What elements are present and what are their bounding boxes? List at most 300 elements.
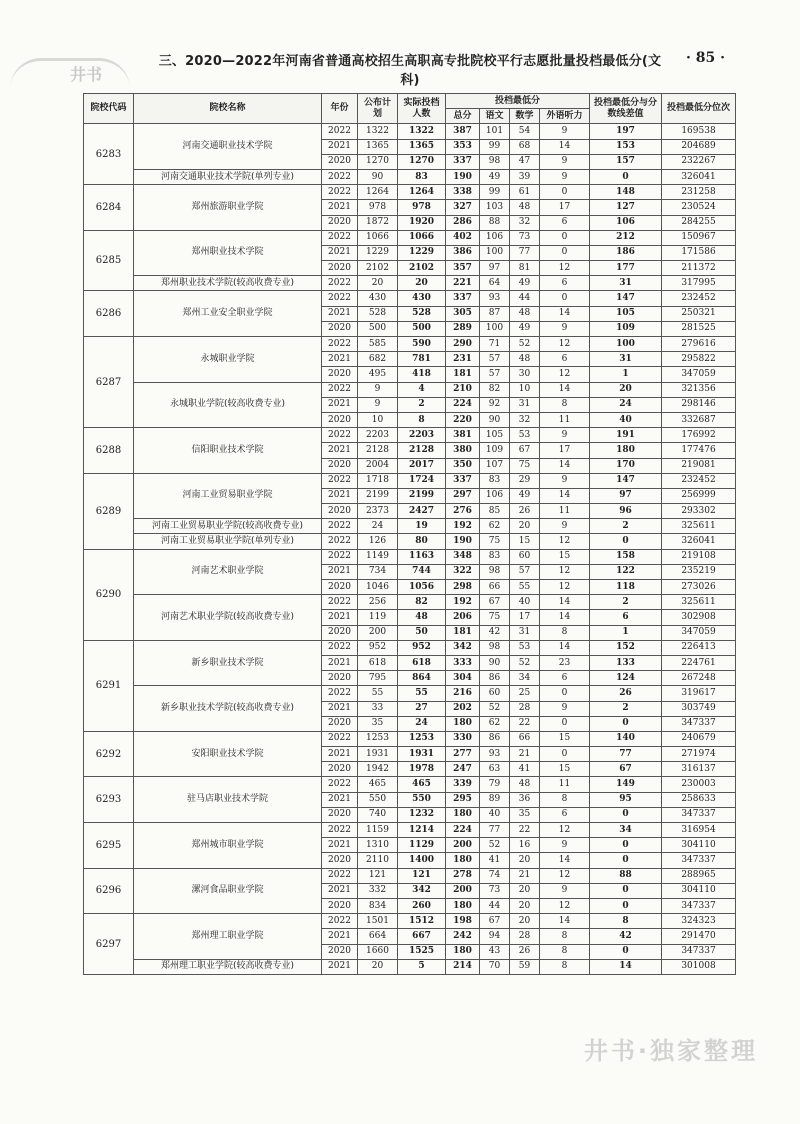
plan-cell: 9 xyxy=(358,382,398,397)
year-cell: 2022 xyxy=(322,686,358,701)
school-code-cell: 6289 xyxy=(84,473,134,549)
total-cell: 339 xyxy=(446,777,480,792)
diff-cell: 97 xyxy=(590,488,662,503)
rank-cell: 347337 xyxy=(662,944,736,959)
math-cell: 81 xyxy=(510,261,540,276)
total-cell: 295 xyxy=(446,792,480,807)
actual-cell: 1724 xyxy=(398,473,446,488)
year-cell: 2022 xyxy=(322,823,358,838)
math-cell: 59 xyxy=(510,959,540,974)
plan-cell: 20 xyxy=(358,959,398,974)
table-row xyxy=(84,337,736,352)
total-cell: 342 xyxy=(446,640,480,655)
rank-cell: 211372 xyxy=(662,261,736,276)
rank-cell: 230003 xyxy=(662,777,736,792)
total-cell: 289 xyxy=(446,321,480,336)
total-cell: 214 xyxy=(446,959,480,974)
year-cell: 2022 xyxy=(322,428,358,443)
total-cell: 180 xyxy=(446,716,480,731)
listening-cell: 12 xyxy=(540,868,590,883)
total-cell: 242 xyxy=(446,929,480,944)
total-cell: 190 xyxy=(446,169,480,184)
actual-cell: 82 xyxy=(398,595,446,610)
listening-cell: 14 xyxy=(540,914,590,929)
chinese-cell: 73 xyxy=(480,883,510,898)
rank-cell: 325611 xyxy=(662,595,736,610)
rank-cell: 231258 xyxy=(662,185,736,200)
table-row xyxy=(84,731,736,746)
total-cell: 231 xyxy=(446,352,480,367)
math-cell: 17 xyxy=(510,610,540,625)
school-code-cell: 6295 xyxy=(84,823,134,869)
rank-cell: 347337 xyxy=(662,853,736,868)
actual-cell: 1270 xyxy=(398,154,446,169)
diff-cell: 147 xyxy=(590,291,662,306)
school-name-cell: 郑州城市职业学院 xyxy=(134,823,322,869)
total-cell: 200 xyxy=(446,883,480,898)
total-cell: 224 xyxy=(446,823,480,838)
actual-cell: 55 xyxy=(398,686,446,701)
year-cell: 2021 xyxy=(322,397,358,412)
actual-cell: 80 xyxy=(398,534,446,549)
table-row xyxy=(84,428,736,443)
year-cell: 2021 xyxy=(322,701,358,716)
header-chinese: 语文 xyxy=(480,109,510,124)
plan-cell: 585 xyxy=(358,337,398,352)
admission-score-table xyxy=(83,93,736,975)
actual-cell: 2199 xyxy=(398,488,446,503)
year-cell: 2022 xyxy=(322,185,358,200)
math-cell: 22 xyxy=(510,716,540,731)
total-cell: 181 xyxy=(446,625,480,640)
math-cell: 36 xyxy=(510,792,540,807)
rank-cell: 224761 xyxy=(662,655,736,670)
rank-cell: 273026 xyxy=(662,580,736,595)
table-row xyxy=(84,686,736,701)
rank-cell: 267248 xyxy=(662,671,736,686)
math-cell: 40 xyxy=(510,595,540,610)
chinese-cell: 67 xyxy=(480,595,510,610)
total-cell: 278 xyxy=(446,868,480,883)
chinese-cell: 63 xyxy=(480,762,510,777)
plan-cell: 795 xyxy=(358,671,398,686)
diff-cell: 122 xyxy=(590,564,662,579)
math-cell: 68 xyxy=(510,139,540,154)
math-cell: 26 xyxy=(510,944,540,959)
plan-cell: 2110 xyxy=(358,853,398,868)
total-cell: 304 xyxy=(446,671,480,686)
plan-cell: 734 xyxy=(358,564,398,579)
table-row xyxy=(84,519,736,534)
listening-cell: 9 xyxy=(540,428,590,443)
table-row xyxy=(84,914,736,929)
year-cell: 2022 xyxy=(322,777,358,792)
total-cell: 380 xyxy=(446,443,480,458)
rank-cell: 326041 xyxy=(662,534,736,549)
total-cell: 330 xyxy=(446,731,480,746)
plan-cell: 10 xyxy=(358,412,398,427)
listening-cell: 14 xyxy=(540,139,590,154)
table-row xyxy=(84,230,736,245)
actual-cell: 50 xyxy=(398,625,446,640)
year-cell: 2021 xyxy=(322,306,358,321)
chinese-cell: 93 xyxy=(480,291,510,306)
total-cell: 180 xyxy=(446,944,480,959)
plan-cell: 1322 xyxy=(358,124,398,139)
actual-cell: 1066 xyxy=(398,230,446,245)
listening-cell: 8 xyxy=(540,929,590,944)
plan-cell: 2373 xyxy=(358,504,398,519)
actual-cell: 978 xyxy=(398,200,446,215)
rank-cell: 232452 xyxy=(662,473,736,488)
math-cell: 75 xyxy=(510,458,540,473)
diff-cell: 105 xyxy=(590,306,662,321)
diff-cell: 24 xyxy=(590,397,662,412)
school-code-cell: 6296 xyxy=(84,868,134,914)
year-cell: 2020 xyxy=(322,762,358,777)
rank-cell: 177476 xyxy=(662,443,736,458)
header-year: 年份 xyxy=(322,94,358,124)
listening-cell: 14 xyxy=(540,488,590,503)
chinese-cell: 90 xyxy=(480,412,510,427)
chinese-cell: 82 xyxy=(480,382,510,397)
total-cell: 353 xyxy=(446,139,480,154)
rank-cell: 258633 xyxy=(662,792,736,807)
chinese-cell: 100 xyxy=(480,321,510,336)
math-cell: 22 xyxy=(510,823,540,838)
rank-cell: 235219 xyxy=(662,564,736,579)
year-cell: 2021 xyxy=(322,564,358,579)
listening-cell: 12 xyxy=(540,367,590,382)
diff-cell: 152 xyxy=(590,640,662,655)
total-cell: 224 xyxy=(446,397,480,412)
year-cell: 2022 xyxy=(322,549,358,564)
total-cell: 337 xyxy=(446,473,480,488)
actual-cell: 1253 xyxy=(398,731,446,746)
total-cell: 338 xyxy=(446,185,480,200)
math-cell: 10 xyxy=(510,382,540,397)
year-cell: 2020 xyxy=(322,321,358,336)
chinese-cell: 74 xyxy=(480,868,510,883)
chinese-cell: 100 xyxy=(480,245,510,260)
diff-cell: 2 xyxy=(590,701,662,716)
diff-cell: 157 xyxy=(590,154,662,169)
listening-cell: 14 xyxy=(540,610,590,625)
plan-cell: 332 xyxy=(358,883,398,898)
math-cell: 67 xyxy=(510,443,540,458)
diff-cell: 124 xyxy=(590,671,662,686)
total-cell: 290 xyxy=(446,337,480,352)
plan-cell: 1365 xyxy=(358,139,398,154)
actual-cell: 2102 xyxy=(398,261,446,276)
listening-cell: 6 xyxy=(540,807,590,822)
math-cell: 20 xyxy=(510,883,540,898)
plan-cell: 256 xyxy=(358,595,398,610)
chinese-cell: 49 xyxy=(480,169,510,184)
plan-cell: 495 xyxy=(358,367,398,382)
chinese-cell: 89 xyxy=(480,792,510,807)
math-cell: 53 xyxy=(510,640,540,655)
rank-cell: 321356 xyxy=(662,382,736,397)
diff-cell: 14 xyxy=(590,959,662,974)
math-cell: 28 xyxy=(510,929,540,944)
diff-cell: 133 xyxy=(590,655,662,670)
school-code-cell: 6287 xyxy=(84,337,134,428)
table-row xyxy=(84,823,736,838)
year-cell: 2022 xyxy=(322,914,358,929)
plan-cell: 664 xyxy=(358,929,398,944)
actual-cell: 1525 xyxy=(398,944,446,959)
plan-cell: 740 xyxy=(358,807,398,822)
plan-cell: 35 xyxy=(358,716,398,731)
school-name-cell: 河南艺术职业学院 xyxy=(134,549,322,595)
school-name-cell: 新乡职业技术学院(较高收费专业) xyxy=(134,686,322,732)
diff-cell: 212 xyxy=(590,230,662,245)
diff-cell: 149 xyxy=(590,777,662,792)
plan-cell: 834 xyxy=(358,898,398,913)
year-cell: 2021 xyxy=(322,883,358,898)
plan-cell: 1660 xyxy=(358,944,398,959)
watermark-logo: 井书 xyxy=(70,65,103,84)
listening-cell: 6 xyxy=(540,215,590,230)
diff-cell: 127 xyxy=(590,200,662,215)
actual-cell: 1322 xyxy=(398,124,446,139)
total-cell: 220 xyxy=(446,412,480,427)
listening-cell: 12 xyxy=(540,898,590,913)
school-name-cell: 河南工业贸易职业学院(单列专业) xyxy=(134,534,322,549)
total-cell: 357 xyxy=(446,261,480,276)
math-cell: 21 xyxy=(510,747,540,762)
math-cell: 25 xyxy=(510,686,540,701)
school-name-cell: 河南交通职业技术学院 xyxy=(134,124,322,170)
diff-cell: 148 xyxy=(590,185,662,200)
math-cell: 20 xyxy=(510,898,540,913)
rank-cell: 279616 xyxy=(662,337,736,352)
year-cell: 2020 xyxy=(322,580,358,595)
listening-cell: 15 xyxy=(540,762,590,777)
school-name-cell: 郑州旅游职业学院 xyxy=(134,185,322,231)
header-total: 总分 xyxy=(446,109,480,124)
actual-cell: 1920 xyxy=(398,215,446,230)
listening-cell: 11 xyxy=(540,504,590,519)
year-cell: 2020 xyxy=(322,367,358,382)
total-cell: 206 xyxy=(446,610,480,625)
diff-cell: 100 xyxy=(590,337,662,352)
rank-cell: 316137 xyxy=(662,762,736,777)
rank-cell: 169538 xyxy=(662,124,736,139)
plan-cell: 2004 xyxy=(358,458,398,473)
listening-cell: 9 xyxy=(540,519,590,534)
total-cell: 200 xyxy=(446,838,480,853)
diff-cell: 197 xyxy=(590,124,662,139)
total-cell: 348 xyxy=(446,549,480,564)
total-cell: 337 xyxy=(446,291,480,306)
table-row xyxy=(84,868,736,883)
math-cell: 20 xyxy=(510,519,540,534)
year-cell: 2022 xyxy=(322,640,358,655)
table-row xyxy=(84,959,736,974)
chinese-cell: 66 xyxy=(480,580,510,595)
school-name-cell: 驻马店职业技术学院 xyxy=(134,777,322,823)
school-name-cell: 郑州理工职业学院 xyxy=(134,914,322,960)
plan-cell: 1229 xyxy=(358,245,398,260)
table-row xyxy=(84,169,736,184)
listening-cell: 6 xyxy=(540,352,590,367)
listening-cell: 14 xyxy=(540,458,590,473)
plan-cell: 1264 xyxy=(358,185,398,200)
rank-cell: 226413 xyxy=(662,640,736,655)
diff-cell: 8 xyxy=(590,914,662,929)
listening-cell: 0 xyxy=(540,686,590,701)
listening-cell: 0 xyxy=(540,230,590,245)
listening-cell: 12 xyxy=(540,564,590,579)
table-row xyxy=(84,276,736,291)
plan-cell: 1253 xyxy=(358,731,398,746)
actual-cell: 260 xyxy=(398,898,446,913)
total-cell: 210 xyxy=(446,382,480,397)
math-cell: 48 xyxy=(510,200,540,215)
year-cell: 2022 xyxy=(322,519,358,534)
plan-cell: 952 xyxy=(358,640,398,655)
rank-cell: 347059 xyxy=(662,625,736,640)
table-row xyxy=(84,534,736,549)
total-cell: 202 xyxy=(446,701,480,716)
rank-cell: 288965 xyxy=(662,868,736,883)
listening-cell: 12 xyxy=(540,534,590,549)
plan-cell: 2102 xyxy=(358,261,398,276)
actual-cell: 1931 xyxy=(398,747,446,762)
math-cell: 20 xyxy=(510,853,540,868)
math-cell: 35 xyxy=(510,807,540,822)
plan-cell: 1942 xyxy=(358,762,398,777)
listening-cell: 11 xyxy=(540,777,590,792)
chinese-cell: 77 xyxy=(480,823,510,838)
plan-cell: 430 xyxy=(358,291,398,306)
chinese-cell: 101 xyxy=(480,124,510,139)
total-cell: 216 xyxy=(446,686,480,701)
header-name: 院校名称 xyxy=(134,94,322,124)
table-row xyxy=(84,124,736,139)
actual-cell: 1056 xyxy=(398,580,446,595)
year-cell: 2020 xyxy=(322,898,358,913)
actual-cell: 4 xyxy=(398,382,446,397)
math-cell: 39 xyxy=(510,169,540,184)
plan-cell: 200 xyxy=(358,625,398,640)
diff-cell: 2 xyxy=(590,519,662,534)
plan-cell: 1270 xyxy=(358,154,398,169)
actual-cell: 2 xyxy=(398,397,446,412)
chinese-cell: 86 xyxy=(480,671,510,686)
table-row xyxy=(84,185,736,200)
chinese-cell: 85 xyxy=(480,504,510,519)
total-cell: 192 xyxy=(446,519,480,534)
plan-cell: 1310 xyxy=(358,838,398,853)
table-row xyxy=(84,291,736,306)
rank-cell: 295822 xyxy=(662,352,736,367)
rank-cell: 347337 xyxy=(662,716,736,731)
diff-cell: 0 xyxy=(590,534,662,549)
math-cell: 31 xyxy=(510,397,540,412)
diff-cell: 42 xyxy=(590,929,662,944)
rank-cell: 256999 xyxy=(662,488,736,503)
year-cell: 2020 xyxy=(322,944,358,959)
math-cell: 20 xyxy=(510,914,540,929)
math-cell: 28 xyxy=(510,701,540,716)
math-cell: 66 xyxy=(510,731,540,746)
watermark-footer: 井书·独家整理 xyxy=(583,1037,758,1065)
total-cell: 386 xyxy=(446,245,480,260)
plan-cell: 500 xyxy=(358,321,398,336)
math-cell: 30 xyxy=(510,367,540,382)
listening-cell: 12 xyxy=(540,580,590,595)
diff-cell: 0 xyxy=(590,898,662,913)
diff-cell: 6 xyxy=(590,610,662,625)
listening-cell: 8 xyxy=(540,397,590,412)
math-cell: 48 xyxy=(510,777,540,792)
chinese-cell: 93 xyxy=(480,747,510,762)
math-cell: 32 xyxy=(510,412,540,427)
diff-cell: 31 xyxy=(590,352,662,367)
chinese-cell: 103 xyxy=(480,200,510,215)
chinese-cell: 109 xyxy=(480,443,510,458)
diff-cell: 140 xyxy=(590,731,662,746)
rank-cell: 303749 xyxy=(662,701,736,716)
year-cell: 2021 xyxy=(322,488,358,503)
total-cell: 298 xyxy=(446,580,480,595)
chinese-cell: 107 xyxy=(480,458,510,473)
diff-cell: 0 xyxy=(590,169,662,184)
table-row xyxy=(84,595,736,610)
actual-cell: 19 xyxy=(398,519,446,534)
year-cell: 2021 xyxy=(322,655,358,670)
chinese-cell: 62 xyxy=(480,716,510,731)
chinese-cell: 41 xyxy=(480,853,510,868)
year-cell: 2022 xyxy=(322,473,358,488)
total-cell: 276 xyxy=(446,504,480,519)
year-cell: 2022 xyxy=(322,230,358,245)
year-cell: 2021 xyxy=(322,610,358,625)
rank-cell: 219081 xyxy=(662,458,736,473)
math-cell: 26 xyxy=(510,504,540,519)
actual-cell: 1214 xyxy=(398,823,446,838)
total-cell: 350 xyxy=(446,458,480,473)
listening-cell: 8 xyxy=(540,625,590,640)
diff-cell: 180 xyxy=(590,443,662,458)
actual-cell: 418 xyxy=(398,367,446,382)
table-row xyxy=(84,473,736,488)
actual-cell: 1264 xyxy=(398,185,446,200)
plan-cell: 9 xyxy=(358,397,398,412)
chinese-cell: 90 xyxy=(480,655,510,670)
actual-cell: 83 xyxy=(398,169,446,184)
plan-cell: 24 xyxy=(358,519,398,534)
rank-cell: 316954 xyxy=(662,823,736,838)
page-number: · 85 · xyxy=(686,50,725,66)
diff-cell: 0 xyxy=(590,838,662,853)
year-cell: 2020 xyxy=(322,625,358,640)
plan-cell: 55 xyxy=(358,686,398,701)
listening-cell: 17 xyxy=(540,200,590,215)
school-code-cell: 6291 xyxy=(84,640,134,731)
diff-cell: 147 xyxy=(590,473,662,488)
plan-cell: 2199 xyxy=(358,488,398,503)
actual-cell: 744 xyxy=(398,564,446,579)
actual-cell: 1232 xyxy=(398,807,446,822)
chinese-cell: 57 xyxy=(480,367,510,382)
plan-cell: 1501 xyxy=(358,914,398,929)
diff-cell: 0 xyxy=(590,944,662,959)
listening-cell: 0 xyxy=(540,185,590,200)
